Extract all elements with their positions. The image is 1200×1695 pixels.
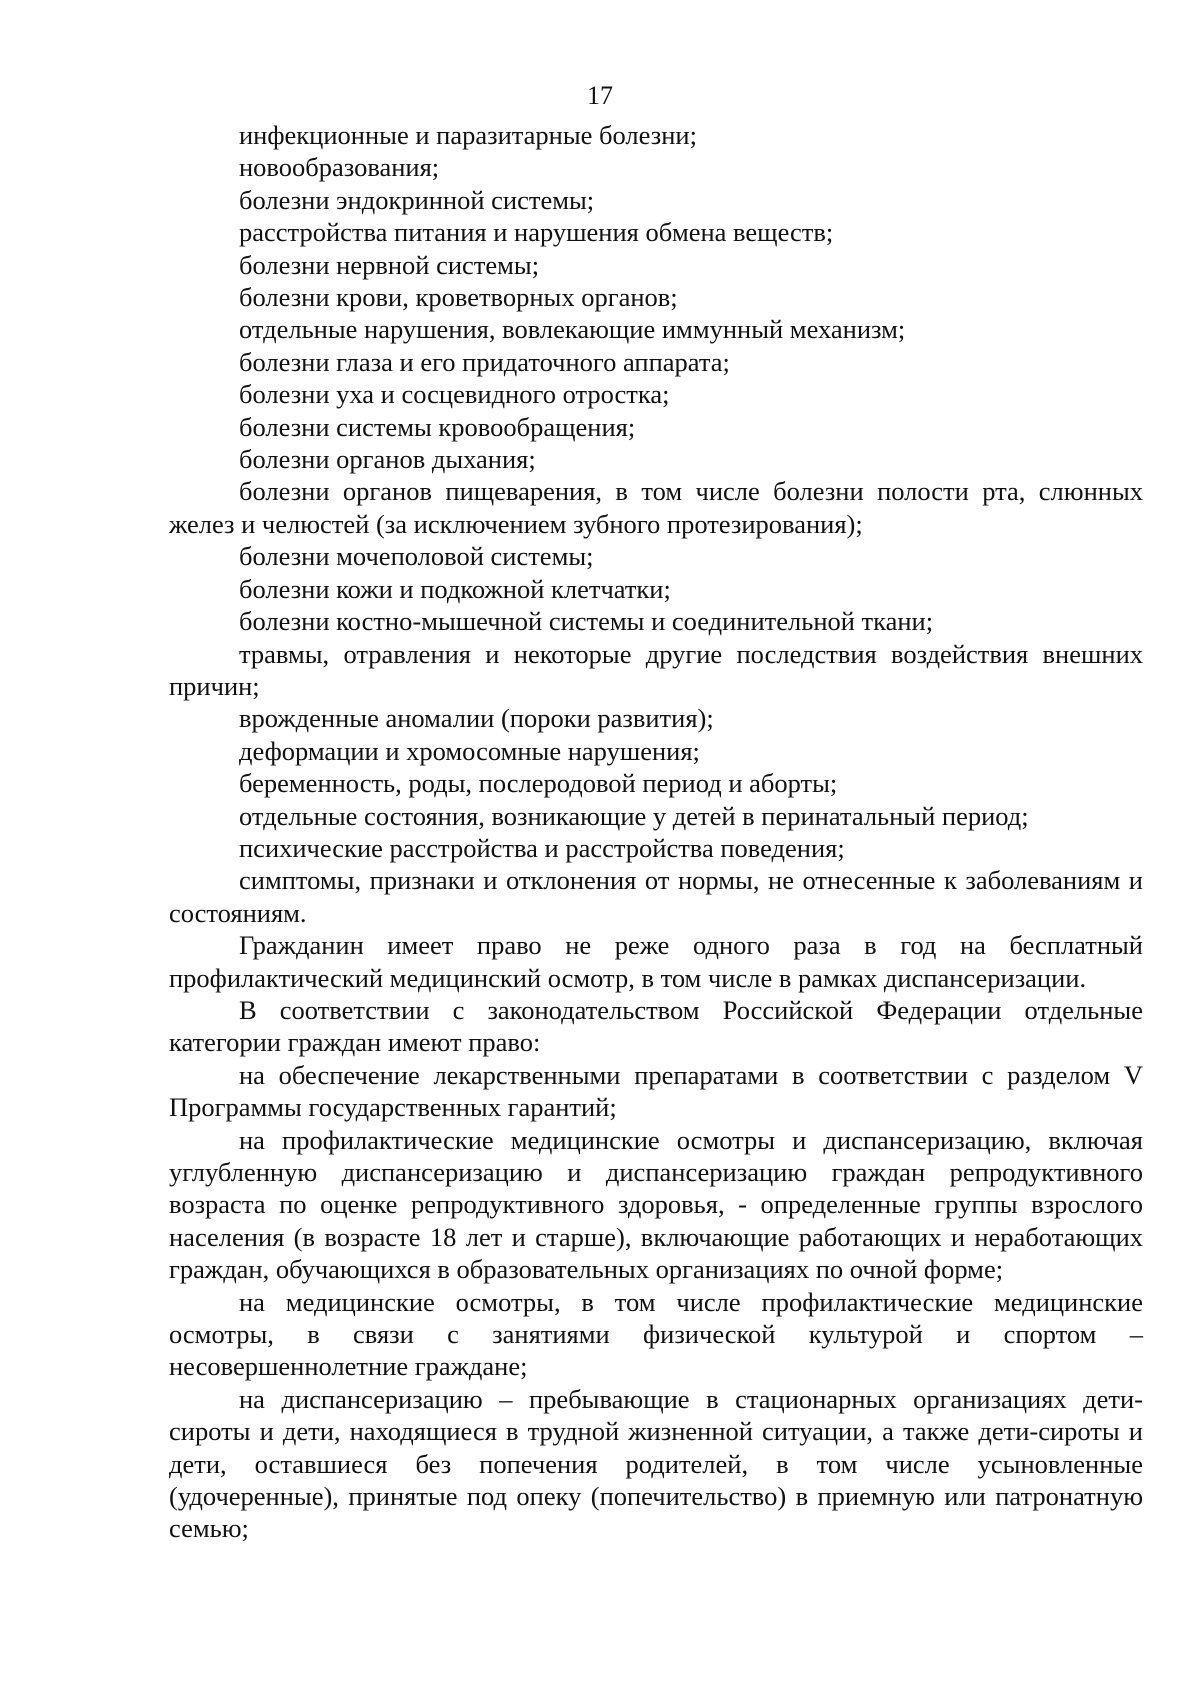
list-item-respiratory: болезни органов дыхания; xyxy=(239,444,536,475)
paragraph-medication-right: на обеспечение лекарственными препаратами в соответствии с разделом V Программы государственных гарантий; xyxy=(169,1059,1143,1123)
list-item-musculoskeletal: болезни костно-мышечной системы и соединительной ткани; xyxy=(239,606,934,637)
paragraph-dispensary-adults: на профилактические медицинские осмотры и диспансеризацию, включая углубленную диспансеризацию и диспансеризацию граждан репродуктивного возраста по оценке репродуктивного здоровья, - определенные группы взрослого населения (в возрасте 18 лет и старше), включающие работающих и неработающих граждан, обучающихся в образовательных организациях по очной форме; xyxy=(169,1124,1143,1285)
list-item-digestive: болезни органов пищеварения, в том числе болезни полости рта, слюнных желез и челюстей (за исключением зубного протезирования); xyxy=(169,476,1143,539)
page-number: 17 xyxy=(587,81,613,110)
list-item-congenital: врожденные аномалии (пороки развития); xyxy=(239,703,714,734)
list-item-immune: отдельные нарушения, вовлекающие иммунный механизм; xyxy=(239,314,906,345)
list-item-mental: психические расстройства и расстройства поведения; xyxy=(239,832,845,863)
list-item-nervous: болезни нервной системы; xyxy=(239,249,540,280)
list-item-perinatal: отдельные состояния, возникающие у детей в перинатальный период; xyxy=(239,800,1029,831)
list-item-circulatory: болезни системы кровообращения; xyxy=(239,411,636,442)
list-item-genitourinary: болезни мочеполовой системы; xyxy=(239,541,594,572)
list-item-eye: болезни глаза и его придаточного аппарата; xyxy=(239,346,730,377)
list-item-neoplasms: новообразования; xyxy=(239,152,440,183)
list-item-injuries: травмы, отравления и некоторые другие последствия воздействия внешних причин; xyxy=(169,638,1143,701)
paragraph-categories-intro: В соответствии с законодательством Российской Федерации отдельные категории граждан имеют право: xyxy=(169,994,1143,1058)
paragraph-orphans-dispensary: на диспансеризацию – пребывающие в стационарных организациях дети-сироты и дети, находящиеся в трудной жизненной ситуации, а также дети-сироты и дети, оставшиеся без попечения родителей, в том числе усыновленные (удочеренные), принятые под опеку (попечительство) в приемную или патронатную семью; xyxy=(169,1383,1143,1544)
list-item-chromosomal: деформации и хромосомные нарушения; xyxy=(239,735,700,766)
list-item-nutrition: расстройства питания и нарушения обмена веществ; xyxy=(239,217,834,248)
list-item-infectious: инфекционные и паразитарные болезни; xyxy=(239,120,697,150)
paragraph-sports-checkups: на медицинские осмотры, в том числе профилактические медицинские осмотры, в связи с занятиями физической культурой и спортом – несовершеннолетние граждане; xyxy=(169,1286,1143,1382)
list-item-skin: болезни кожи и подкожной клетчатки; xyxy=(239,573,671,604)
list-item-ear: болезни уха и сосцевидного отростка; xyxy=(239,379,670,410)
list-item-endocrine: болезни эндокринной системы; xyxy=(239,184,595,215)
paragraph-annual-checkup: Гражданин имеет право не реже одного раза в год на бесплатный профилактический медицинский осмотр, в том числе в рамках диспансеризации. xyxy=(169,930,1143,993)
body-text xyxy=(169,119,1143,1545)
list-item-pregnancy: беременность, роды, послеродовой период и аборты; xyxy=(239,768,838,799)
list-item-blood: болезни крови, кроветворных органов; xyxy=(239,282,678,313)
list-item-symptoms: симптомы, признаки и отклонения от нормы, не отнесенные к заболеваниям и состояниям. xyxy=(169,865,1143,928)
